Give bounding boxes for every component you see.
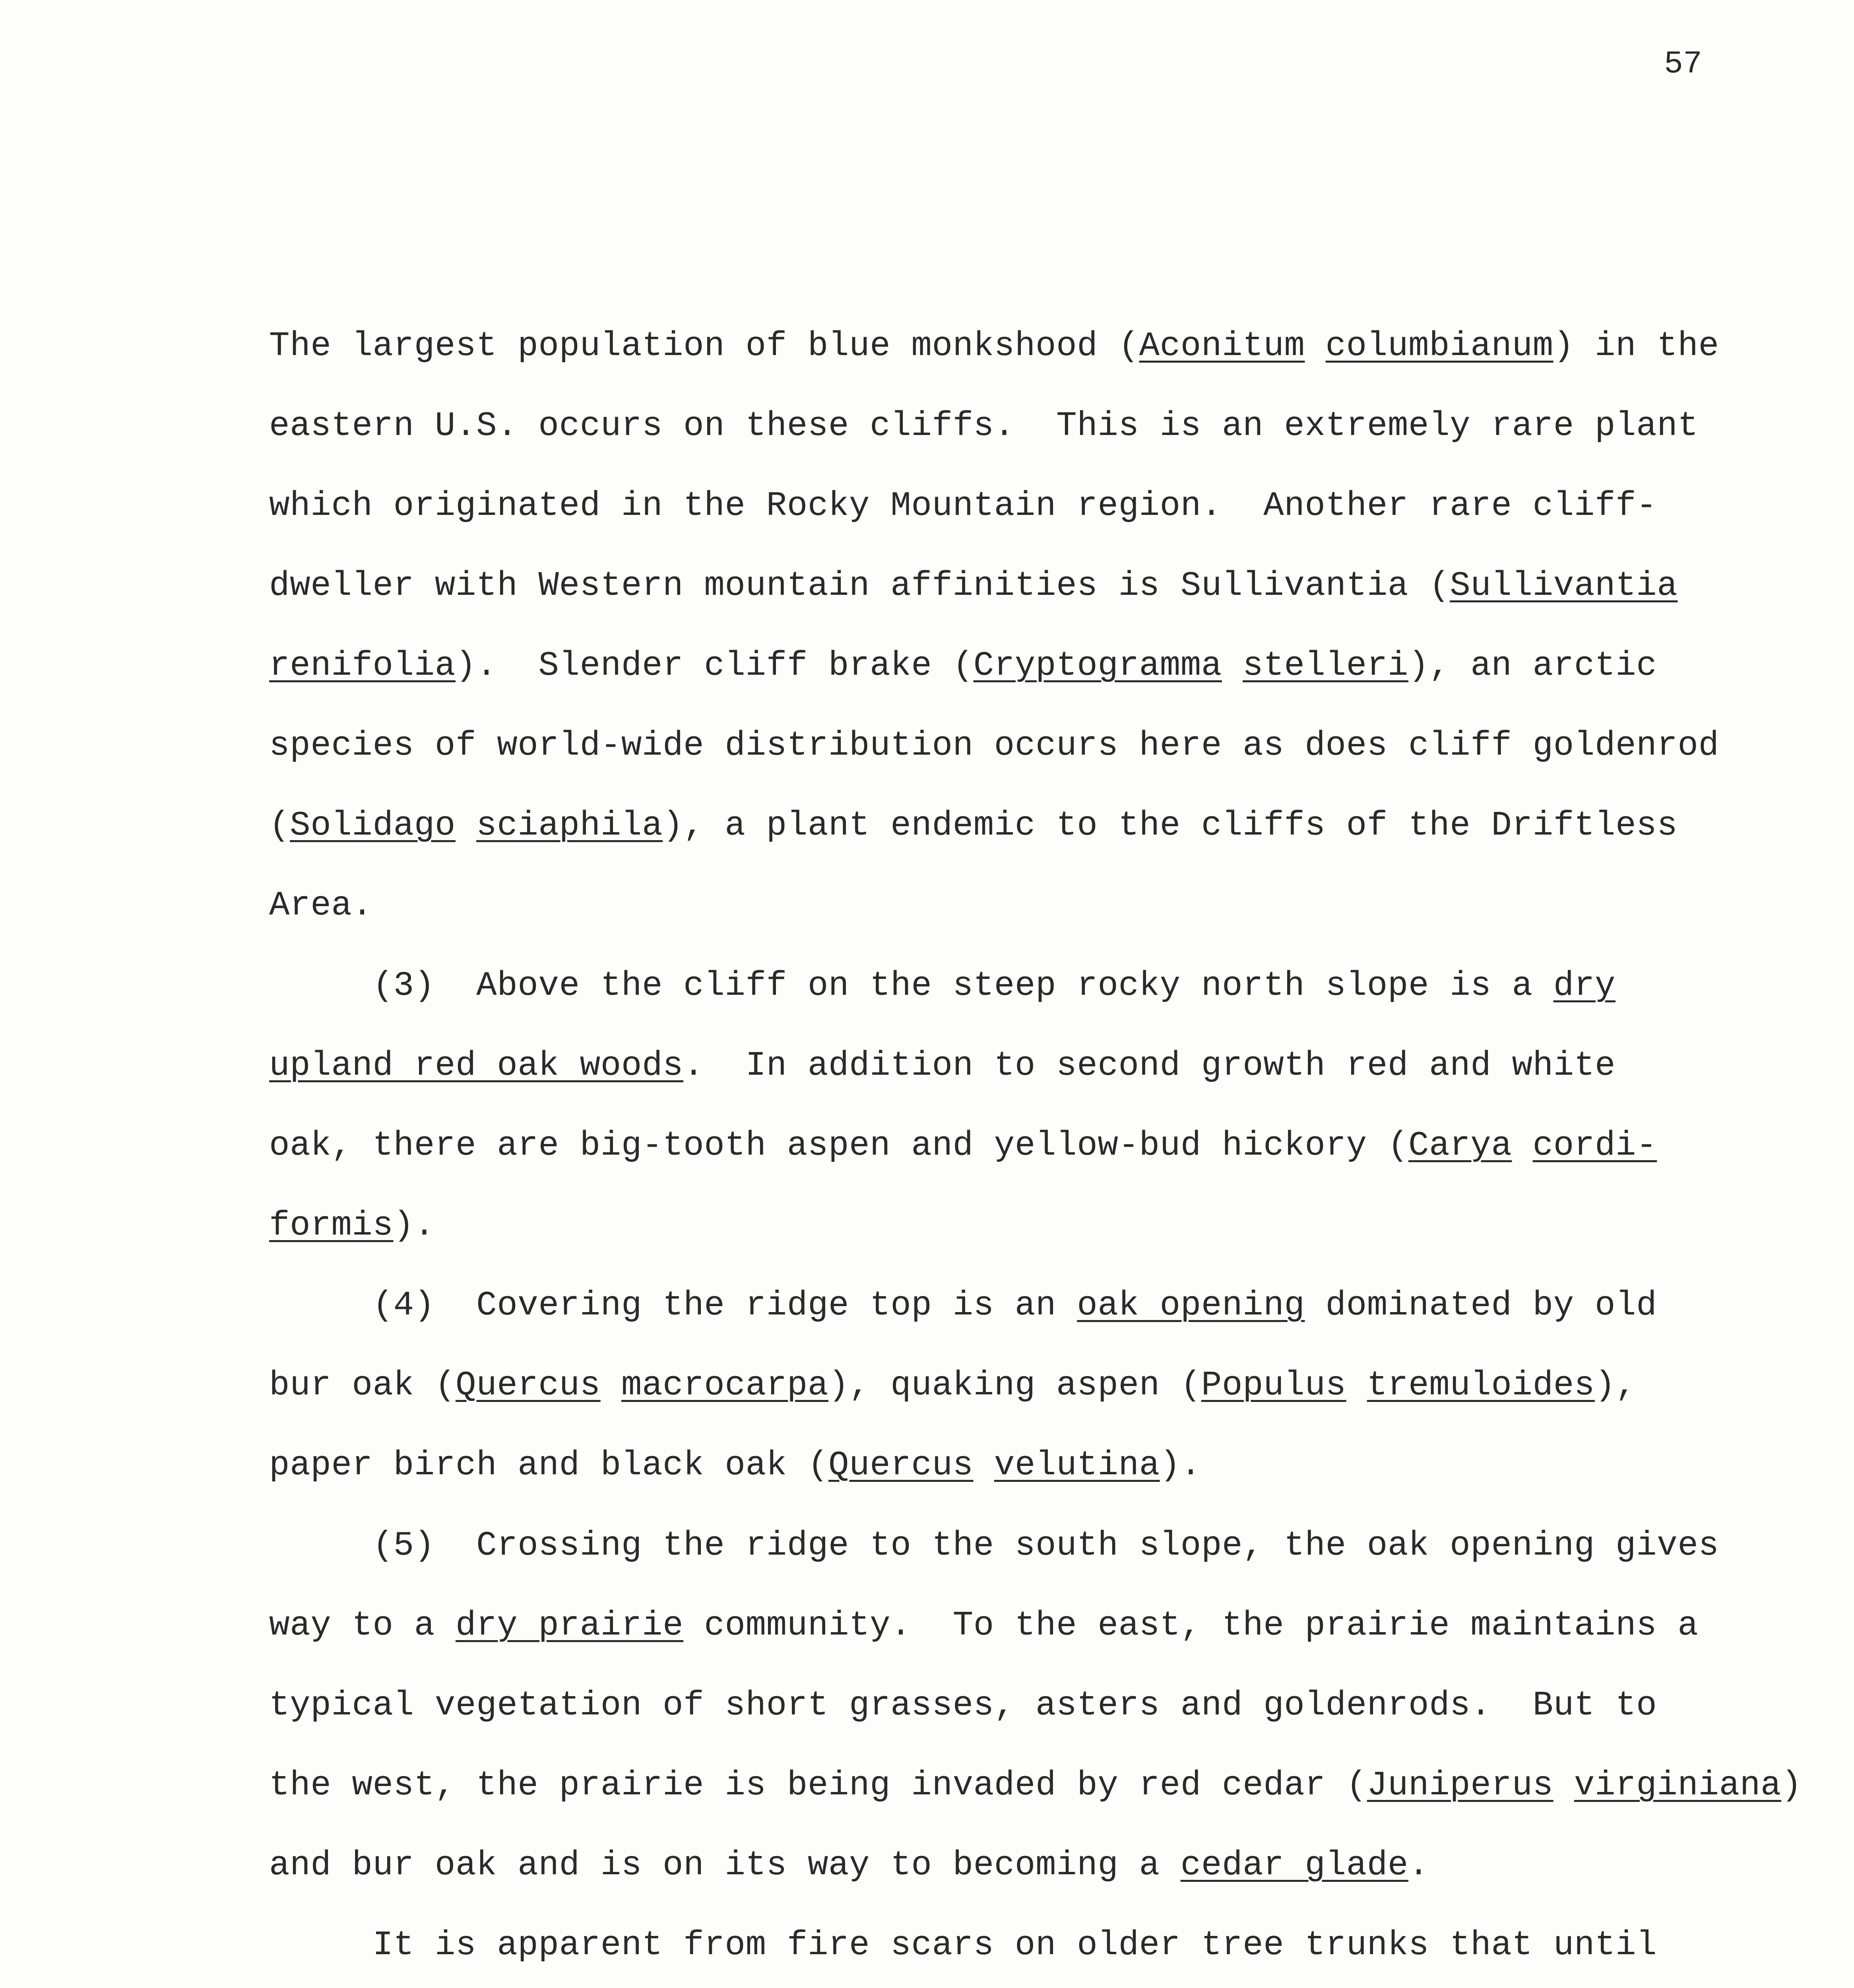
- text-run: species of world-wide distribution occurs here as does cliff goldenrod: [269, 726, 1719, 765]
- text-line: [269, 1524, 1719, 1567]
- text-run: ).: [393, 1206, 435, 1245]
- page-number: 57: [1664, 46, 1703, 82]
- text-line: [269, 1283, 1657, 1327]
- text-run: eastern U.S. occurs on these cliffs. This is an extremely rare plant: [269, 406, 1699, 445]
- underlined-term: Solidago: [290, 806, 456, 845]
- underlined-term: Cryptogramma: [973, 646, 1222, 685]
- text-run: [1305, 326, 1325, 365]
- underlined-term: virginiana: [1574, 1766, 1781, 1805]
- text-run: typical vegetation of short grasses, asters and goldenrods. But to: [269, 1686, 1657, 1725]
- text-run: ), a plant endemic to the cliffs of the Driftless: [663, 806, 1678, 845]
- text-run: [1222, 646, 1243, 685]
- underlined-term: upland red oak woods: [269, 1046, 684, 1085]
- underlined-term: tremuloides: [1367, 1366, 1595, 1405]
- text-run: [601, 1366, 621, 1405]
- text-line: [269, 1923, 1657, 1967]
- text-run: (5) Crossing the ridge to the south slope, the oak opening gives: [269, 1526, 1719, 1565]
- underlined-term: cedar glade: [1180, 1846, 1408, 1885]
- text-run: (3) Above the cliff on the steep rocky north slope is a: [269, 966, 1553, 1005]
- text-line: [269, 1604, 1699, 1647]
- text-run: ): [1781, 1766, 1802, 1805]
- underlined-term: Quercus: [828, 1446, 974, 1485]
- underlined-term: dry prairie: [455, 1606, 684, 1645]
- text-run: oak, there are big-tooth aspen and yellow-bud hickory (: [269, 1126, 1408, 1165]
- text-line: [269, 1204, 435, 1247]
- text-run: way to a: [269, 1606, 456, 1645]
- text-line: [269, 1443, 1201, 1487]
- text-run: [974, 1446, 994, 1485]
- text-run: ) in the: [1553, 326, 1719, 365]
- text-line: [269, 644, 1657, 687]
- underlined-term: Juniperus: [1367, 1766, 1553, 1805]
- text-run: bur oak (: [269, 1366, 456, 1405]
- text-line: [269, 1363, 1636, 1407]
- text-run: . In addition to second growth red and white: [683, 1046, 1616, 1085]
- text-line: [269, 1763, 1802, 1807]
- underlined-term: stelleri: [1243, 646, 1408, 685]
- text-run: The largest population of blue monkshood (: [269, 326, 1139, 365]
- underlined-term: renifolia: [269, 646, 456, 685]
- text-run: [1346, 1366, 1367, 1405]
- text-line: [269, 324, 1719, 368]
- text-run: dominated by old: [1305, 1286, 1657, 1325]
- text-run: [1553, 1766, 1574, 1805]
- underlined-term: Populus: [1201, 1366, 1346, 1405]
- underlined-term: columbianum: [1325, 326, 1553, 365]
- text-line: [269, 1843, 1429, 1887]
- underlined-term: formis: [269, 1206, 394, 1245]
- text-line: [269, 1683, 1657, 1727]
- text-line: [269, 1044, 1615, 1087]
- underlined-term: sciaphila: [476, 806, 663, 845]
- text-run: ),: [1594, 1366, 1637, 1405]
- underlined-term: Carya: [1408, 1126, 1512, 1165]
- text-run: .: [1408, 1846, 1429, 1885]
- text-run: community. To the east, the prairie maintains a: [683, 1606, 1699, 1645]
- text-line: [269, 883, 373, 927]
- text-run: paper birch and black oak (: [269, 1446, 828, 1485]
- underlined-term: dry: [1553, 966, 1616, 1005]
- text-line: [269, 404, 1698, 448]
- text-line: [269, 564, 1678, 608]
- underlined-term: cordi-: [1532, 1126, 1657, 1165]
- text-run: It is apparent from fire scars on older tree trunks that until: [269, 1926, 1657, 1965]
- text-run: Area.: [269, 886, 373, 925]
- text-run: which originated in the Rocky Mountain region. Another rare cliff-: [269, 486, 1657, 525]
- text-run: ). Slender cliff brake (: [455, 646, 974, 685]
- text-run: dweller with Western mountain affinities is Sullivantia (: [269, 566, 1450, 605]
- text-line: [269, 724, 1719, 767]
- text-run: (: [269, 806, 290, 845]
- text-run: (4) Covering the ridge top is an: [269, 1286, 1077, 1325]
- text-run: ), an arctic: [1408, 646, 1657, 685]
- text-line: [269, 804, 1678, 847]
- underlined-term: Quercus: [455, 1366, 601, 1405]
- text-run: and bur oak and is on its way to becoming a: [269, 1846, 1181, 1885]
- text-line: [269, 1124, 1657, 1167]
- underlined-term: Aconitum: [1139, 326, 1305, 365]
- text-line: [269, 964, 1615, 1008]
- text-run: [456, 806, 476, 845]
- underlined-term: Sullivantia: [1450, 566, 1678, 605]
- text-run: the west, the prairie is being invaded by red cedar (: [269, 1766, 1367, 1805]
- underlined-term: oak opening: [1077, 1286, 1305, 1325]
- text-line: [269, 484, 1657, 528]
- underlined-term: macrocarpa: [621, 1366, 828, 1405]
- text-run: [1512, 1126, 1533, 1165]
- text-run: ).: [1160, 1446, 1201, 1485]
- text-run: ), quaking aspen (: [828, 1366, 1201, 1405]
- underlined-term: velutina: [994, 1446, 1160, 1485]
